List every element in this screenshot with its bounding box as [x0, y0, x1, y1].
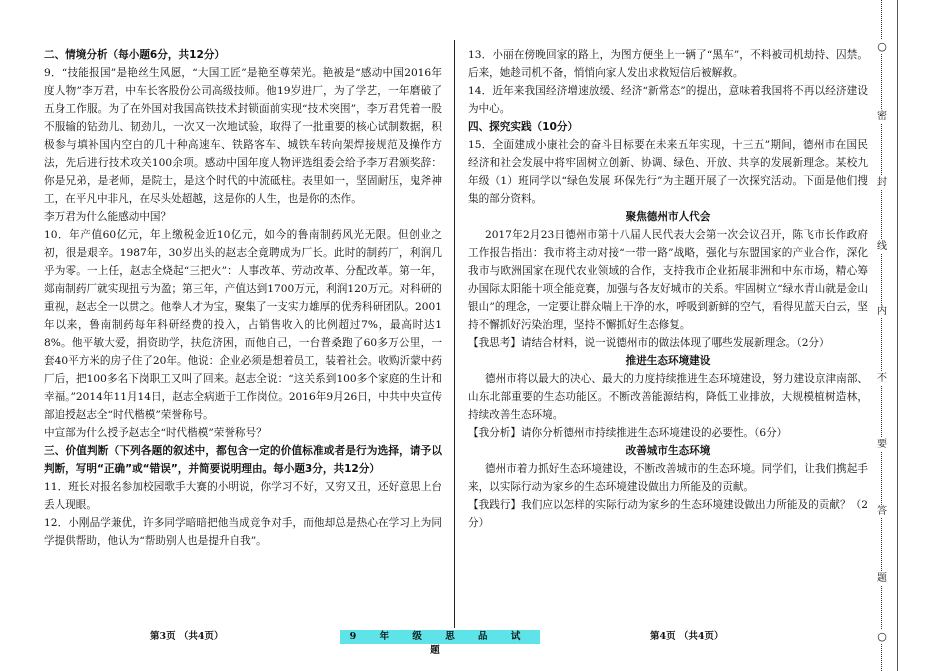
right-b1: 14．近年来我国经济增速放缓、经济“新常态”的提出，意味着我国将不再以经济建设为中心。	[468, 85, 868, 115]
column-divider	[454, 40, 455, 628]
binding-seal-line	[872, 0, 892, 671]
left-column	[44, 46, 442, 550]
right-b7: 推进生态环境建设	[625, 355, 711, 367]
left-b1: 9．“技能报国”是艳丝生风愿，“大国工匠”是艳至尊荣光。艳被是“感动中国2016年度人物”李万君，中车长客股份公司高级技师。他19岁进厂，为了学艺，一年磨破了五身工作服。为了在外国对我国高铁技术封锁面前实现“技术突围”，李万君凭着一股不服输的钻劲儿、韧劲儿，一次又一次地试验，取得了一批重要的核心试制数据，积极参与填补国内空白的几十种高速车、铁路客车、城铁车转向架焊接规范及操作方法，先后进行技术攻关100余项。感动中国年度人物评选组委会给予李万君颁奖辞：你是兄弟，是老师，是院士，是这个时代的中流砥柱。表里如一，坚固耐压，鬼斧神工，在平凡中非凡，在尽头处超越，这是你的人生，也是你的杰作。	[44, 67, 442, 205]
page-edge-line	[897, 0, 898, 671]
footer-page-left: 第3页 （共4页）	[150, 631, 224, 642]
seal-char-bu: 不	[872, 372, 892, 385]
right-b10: 改善城市生态环境	[625, 445, 711, 457]
left-b0: 二、情境分析（每小题6分，共12分）	[44, 49, 226, 61]
left-b7: 12．小刚品学兼优，许多同学暗暗把他当成竞争对手，而他却总是热心在学习上为同学提供帮助，他认为“帮助别人也是提升自我”。	[44, 517, 442, 547]
seal-circle-bottom: ○	[872, 630, 892, 643]
right-b0: 13．小丽在傍晚回家的路上，为图方便坐上一辆了“黑车”，不料被司机劫持、囚禁。后来，她趁司机不备，悄悄向家人发出求救短信后被解救。	[468, 49, 868, 79]
footer-exam-title: 9 年 级 思 品 试 题	[340, 630, 540, 644]
right-b11: 德州市着力抓好生态环境建设，不断改善城市的生态环境。同学们，让我们携起手来，以实际行动为家乡的生态环境建设做出力所能及的贡献。	[468, 463, 868, 493]
seal-char-nei: 内	[872, 305, 892, 318]
left-b5: 三、价值判断（下列各题的叙述中，都包含一定的价值标准或者是行为选择，请予以判断，写明“正确”或“错误”，并简要说明理由。每小题3分，共12分）	[44, 445, 442, 475]
right-b4: 聚焦德州市人代会	[625, 211, 711, 223]
seal-char-yao: 要	[872, 438, 892, 451]
left-b3: 10．年产值60亿元，年上缴税金近10亿元，如今的鲁南制药风光无限。但创业之初，很是艰辛。1987年，30岁出头的赵志全竟聘成为厂长。此时的制药厂，利润几乎为零。一上任，赵志全烧起“三把火”：人事改革、劳动改革、分配改革。第一年，郯南制药厂就实现扭亏为盈；第三年，产值达到1700万元，利润120万元。对科研的重视，赵志全一以贯之。他拳人才为宝，聚集了一支实力雄厚的优秀科研团队。2001年以来，鲁南制药每年科研经费的投入，占销售收入的比例超过7%，最高时达18%。他平敏大爱，捐资助学，扶危济困，而他自己，一台普桑跑了60多万公里，一套40平方米的房子住了20年。他说：企业必须是想着员工，装着社会。收购沂蒙中药厂后，把100多名下岗职工又叫了回来。赵志全说：“这关系到100多个家庭的生计和幸福。”2014年11月14日，赵志全病逝于工作岗位。2016年9月26日，中共中央宣传部追授赵志全“时代楷模”荣誉称号。	[44, 229, 442, 421]
right-b3: 15．全面建成小康社会的奋斗目标要在未来五年实现，十三五”期间，德州市在国民经济和社会发展中将牢固树立创新、协调、绿色、开放、共享的发展新理念。某校九年级（1）班同学以“绿色发展 环保先行”为主题开展了一次探究活动。下面是他们搜集的部分资料。	[468, 139, 868, 205]
left-b6: 11．班长对报名参加校园歌手大赛的小明说，你学习不好，又穷又丑，还好意思上台丢人现眼。	[44, 481, 442, 511]
seal-char-feng: 封	[872, 176, 892, 189]
right-b8: 德州市将以最大的决心、最大的力度持续推进生态环境建设，努力建设京津南部、山东北部重要的生态功能区。不断改善能源结构，降低工业排放，大规模植树造林，持续改善生态环境。	[468, 373, 868, 421]
left-b4: 中宣部为什么授予赵志全“时代楷模”荣誉称号？	[44, 427, 267, 439]
footer-page-right: 第4页 （共4页）	[650, 631, 724, 642]
seal-char-da: 答	[872, 505, 892, 518]
seal-char-mi: 密	[872, 110, 892, 123]
right-b2: 四、探究实践（10分）	[468, 121, 579, 133]
seal-char-ti: 题	[872, 572, 892, 585]
seal-char-xian: 线	[872, 240, 892, 253]
right-b5: 2017年2月23日德州市第十八届人民代表大会第一次会议召开，陈飞市长作政府工作报告指出：我市将主动对接“一带一路”战略，强化与东盟国家的产业合作，深化我市与欧洲国家在现代农业领域的合作，支持我市企业拓展非洲和中东市场，精心筹办国际太阳能十项全能竞赛，加强与各友好城市的关系。牢固树立“绿水青山就是金山银山”的理念，一定要让群众喘上干净的水，呼吸到新鲜的空气，看得见蓝天白云，坚持不懈抓好污染治理，坚持不懈抓好生态修复。	[468, 229, 868, 331]
right-b6: 【我思考】请结合材料，说一说德州市的做法体现了哪些发展新理念。（2分）	[468, 337, 830, 349]
seal-circle-top: ○	[872, 40, 892, 53]
right-b12: 【我践行】我们应以怎样的实际行动为家乡的生态环境建设做出力所能及的贡献？（2分）	[468, 499, 868, 529]
right-column	[468, 46, 868, 532]
right-b9: 【我分析】请你分析德州市持续推进生态环境建设的必要性。（6分）	[468, 427, 788, 439]
seal-dotted-line	[881, 0, 882, 671]
left-b2: 李万君为什么能感动中国？	[44, 211, 172, 223]
